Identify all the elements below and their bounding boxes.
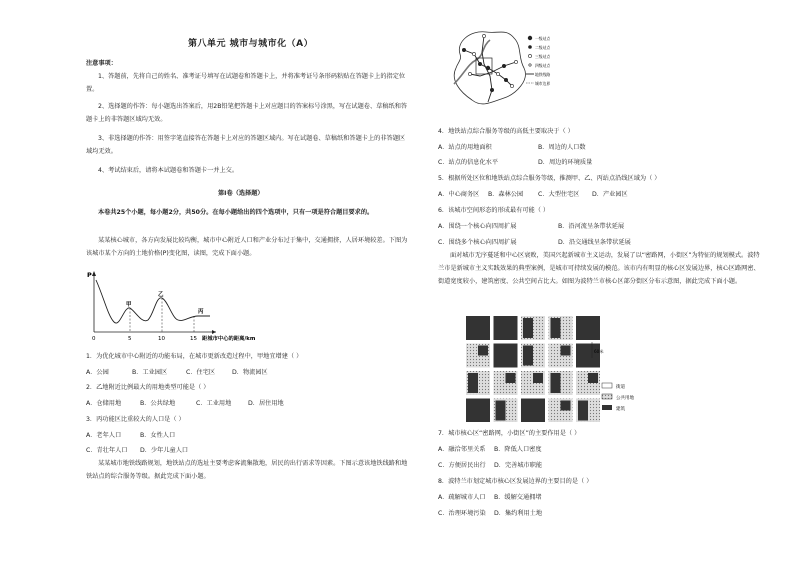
building bbox=[523, 318, 533, 338]
building bbox=[551, 373, 561, 393]
station bbox=[504, 78, 508, 82]
tick-0: 0 bbox=[92, 336, 96, 342]
building bbox=[578, 401, 588, 421]
q1-option-a: A．公园 bbox=[86, 369, 109, 376]
question-8: 8．波特兰市划定城市核心区发展边界的主要目的是（ ） bbox=[438, 478, 593, 485]
station bbox=[510, 84, 513, 87]
page-title: 第八单元 城市与城市化（A） bbox=[188, 39, 314, 49]
question-4: 4．地铁站点综合服务等级的高低主要取决于（ ） bbox=[438, 128, 574, 135]
notice-2: 2、选择题的作答：每小题选出答案后，用2B铅笔把答题卡上对应题目的答案标号涂黑，写在试题卷、草稿纸和答题卡上的非答题区域均无效。 bbox=[86, 103, 408, 123]
q1-option-b: B．工业园区 bbox=[132, 369, 168, 376]
building bbox=[561, 401, 571, 411]
legend-level1: 一级站点 bbox=[535, 36, 551, 41]
question-3: 3．丙功能区比重较大的人口是（ ） bbox=[86, 416, 185, 423]
legend-level3: 三级站点 bbox=[535, 54, 551, 59]
q2-option-d: D．居住用地 bbox=[248, 400, 284, 407]
q8-option-b: B．缓解交通拥堵 bbox=[494, 494, 542, 501]
notice-1: 1、答题前，先将自己的姓名、准考证号填写在试题卷和答题卡上，并将准考证号条形码粘贴在答题卡上的指定位置。 bbox=[86, 73, 406, 93]
price-curve bbox=[96, 280, 210, 323]
station bbox=[486, 66, 490, 70]
intro-3: 面对城市无序蔓延和中心区衰败，美国兴起新城市主义运动，发展了以“密路网，小街区”为特征的规划模式。波特兰市是新城市主义实践效果的典型案例，是城市可持续发展的模范。该市内有明显的核心区发展边界，核心区路网密、街道宽度较小，建筑密度、公共空间占比大。如图为波特兰市核心区部分街区分布示意图，据此完成下面小题。 bbox=[438, 252, 760, 285]
building bbox=[523, 346, 533, 366]
station bbox=[496, 72, 499, 75]
portland-blocks-figure bbox=[466, 316, 676, 422]
metro-map-figure bbox=[446, 24, 556, 120]
legend-street: 街道 bbox=[616, 385, 625, 390]
label-jia: 甲 bbox=[126, 302, 132, 308]
station bbox=[468, 72, 471, 75]
question-5: 5．根据所处区位和地铁站点综合服务等级，推测甲、乙、丙站点沿线区域为（ ） bbox=[438, 175, 661, 182]
tick-10: 10 bbox=[158, 336, 165, 342]
block-grid bbox=[466, 316, 600, 422]
question-6: 6．该城市空间形态的形成最有可能（ ） bbox=[438, 207, 550, 214]
q3-option-b: B．女性人口 bbox=[140, 432, 176, 439]
legend-building-icon bbox=[602, 405, 612, 410]
legend-building: 建筑 bbox=[616, 407, 625, 412]
section-heading: 第Ⅰ卷（选择题） bbox=[218, 190, 264, 197]
land-price-figure bbox=[86, 268, 276, 344]
station bbox=[514, 60, 517, 63]
q2-option-a: A．仓储用地 bbox=[86, 400, 122, 407]
q3-option-c: C．青壮年人口 bbox=[86, 447, 128, 454]
legend-level2-icon bbox=[528, 45, 532, 49]
q4-option-d: D．周边的环境质量 bbox=[538, 159, 593, 166]
legend-level2: 二级站点 bbox=[535, 45, 551, 50]
q6-option-d: D．沿交通线呈条带状延展 bbox=[558, 239, 631, 246]
y-axis-label: P bbox=[87, 271, 92, 279]
station bbox=[490, 88, 494, 92]
legend-public-land-icon bbox=[602, 394, 612, 399]
q7-option-d: D．完善城市职能 bbox=[494, 462, 543, 469]
q6-option-c: C．围绕多个核心向四周扩展 bbox=[438, 239, 517, 246]
question-2: 2．乙地附近比例最大的用地类型可能是（ ） bbox=[86, 384, 210, 391]
q7-option-b: B．降低人口密度 bbox=[494, 446, 542, 453]
q8-option-c: C．治理环境污染 bbox=[438, 510, 486, 517]
legend-street-icon bbox=[602, 383, 612, 388]
label-yi: 乙 bbox=[158, 292, 164, 298]
fig3-legend bbox=[602, 383, 634, 412]
city-block bbox=[466, 399, 490, 423]
q5-option-d: D．产业园区 bbox=[592, 191, 628, 198]
station bbox=[478, 62, 482, 66]
q4-option-c: C．站点的信息化水平 bbox=[438, 159, 499, 166]
label-bing: 丙 bbox=[198, 309, 204, 315]
legend-boundary: 城市边界 bbox=[535, 81, 551, 86]
notice-4: 4、考试结束后，请将本试题卷和答题卡一并上交。 bbox=[98, 167, 239, 174]
tick-15: 15 bbox=[190, 336, 197, 342]
building bbox=[468, 373, 478, 393]
legend-line: 地铁线路 bbox=[535, 72, 551, 77]
station bbox=[502, 64, 506, 68]
city-block bbox=[521, 399, 545, 423]
city-block bbox=[576, 344, 600, 368]
legend-level1-icon bbox=[528, 36, 532, 40]
legend-level3-icon bbox=[528, 54, 531, 57]
legend-level4: 四级站点 bbox=[535, 63, 551, 68]
section-instruction: 本卷共25个小题，每小题2分，共50分。在每小题给出的四个选项中，只有一项是符合题目要求的。 bbox=[98, 209, 374, 216]
question-7: 7．城市核心区“密路网，小街区”的主要作用是（ ） bbox=[438, 430, 581, 437]
question-1: 1．为优化城市中心附近的功能布局，在城市更新改造过程中，甲地宜增建（ ） bbox=[86, 353, 303, 360]
building bbox=[551, 318, 561, 338]
building bbox=[506, 373, 516, 383]
q2-option-c: C．工业用地 bbox=[196, 400, 232, 407]
building bbox=[496, 401, 506, 421]
q7-option-a: A．融洽邻里关系 bbox=[438, 446, 486, 453]
scale-label: 60米 bbox=[594, 349, 604, 354]
notice-3: 3、非选择题的作答：用签字笔直接答在答题卡上对应的答题区域内。写在试题卷、草稿纸和答题卡上的非答题区域均无效。 bbox=[86, 135, 406, 155]
q5-option-b: B．森林公园 bbox=[488, 191, 524, 198]
q3-option-a: A．老年人口 bbox=[86, 432, 122, 439]
legend-level4-icon bbox=[529, 64, 531, 66]
notice-heading: 注意事项： bbox=[86, 60, 117, 67]
q1-option-d: D．物流园区 bbox=[232, 369, 268, 376]
q7-option-c: C．方便居民出行 bbox=[438, 462, 486, 469]
legend-public-land: 公共用地 bbox=[616, 396, 634, 401]
x-axis-arrow bbox=[212, 330, 216, 334]
q2-option-b: B．公共绿地 bbox=[140, 400, 176, 407]
building bbox=[533, 373, 543, 383]
y-axis-arrow bbox=[92, 271, 96, 276]
building bbox=[588, 373, 598, 383]
city-block bbox=[494, 344, 518, 368]
station bbox=[462, 48, 466, 52]
q1-option-c: C．住宅区 bbox=[186, 369, 216, 376]
city-block bbox=[466, 316, 490, 340]
q6-option-a: A．围绕一个核心向四周扩展 bbox=[438, 223, 517, 230]
city-block bbox=[576, 316, 600, 340]
q6-option-b: B．沿河流呈条带状延展 bbox=[558, 223, 625, 230]
q5-option-a: A．中心商务区 bbox=[438, 191, 480, 198]
building bbox=[561, 346, 571, 356]
intro-2: 某某城市地铁线路规划，地铁站点的选址主要考虑客流集散地，居民的出行需求等因素。下图示意该地铁线路和地铁站点的综合服务等级。据此完成下面小题。 bbox=[86, 460, 408, 480]
q4-option-a: A．站点的用地面积 bbox=[438, 144, 492, 151]
city-block bbox=[494, 316, 518, 340]
q4-option-b: B．周边的人口数 bbox=[538, 144, 586, 151]
metro-legend bbox=[526, 36, 550, 86]
q8-option-a: A．疏解城市人口 bbox=[438, 494, 486, 501]
tick-5: 5 bbox=[128, 336, 132, 342]
q5-option-c: C．大型住宅区 bbox=[538, 191, 580, 198]
q8-option-d: D．集约利用土地 bbox=[494, 510, 543, 517]
x-axis-label: 距城市中心的距离/km bbox=[202, 336, 256, 342]
building bbox=[478, 346, 488, 356]
station bbox=[472, 52, 475, 55]
q3-option-d: D．少年儿童人口 bbox=[140, 447, 189, 454]
station bbox=[482, 34, 485, 37]
intro-1: 某某核心城市，各方向发展比较均衡，城市中心附近人口和产业分布过于集中，交通拥挤，人居环境较差。下图为该城市某个方向的土地价格(P)变化图，读图，完成下面小题。 bbox=[86, 237, 408, 257]
